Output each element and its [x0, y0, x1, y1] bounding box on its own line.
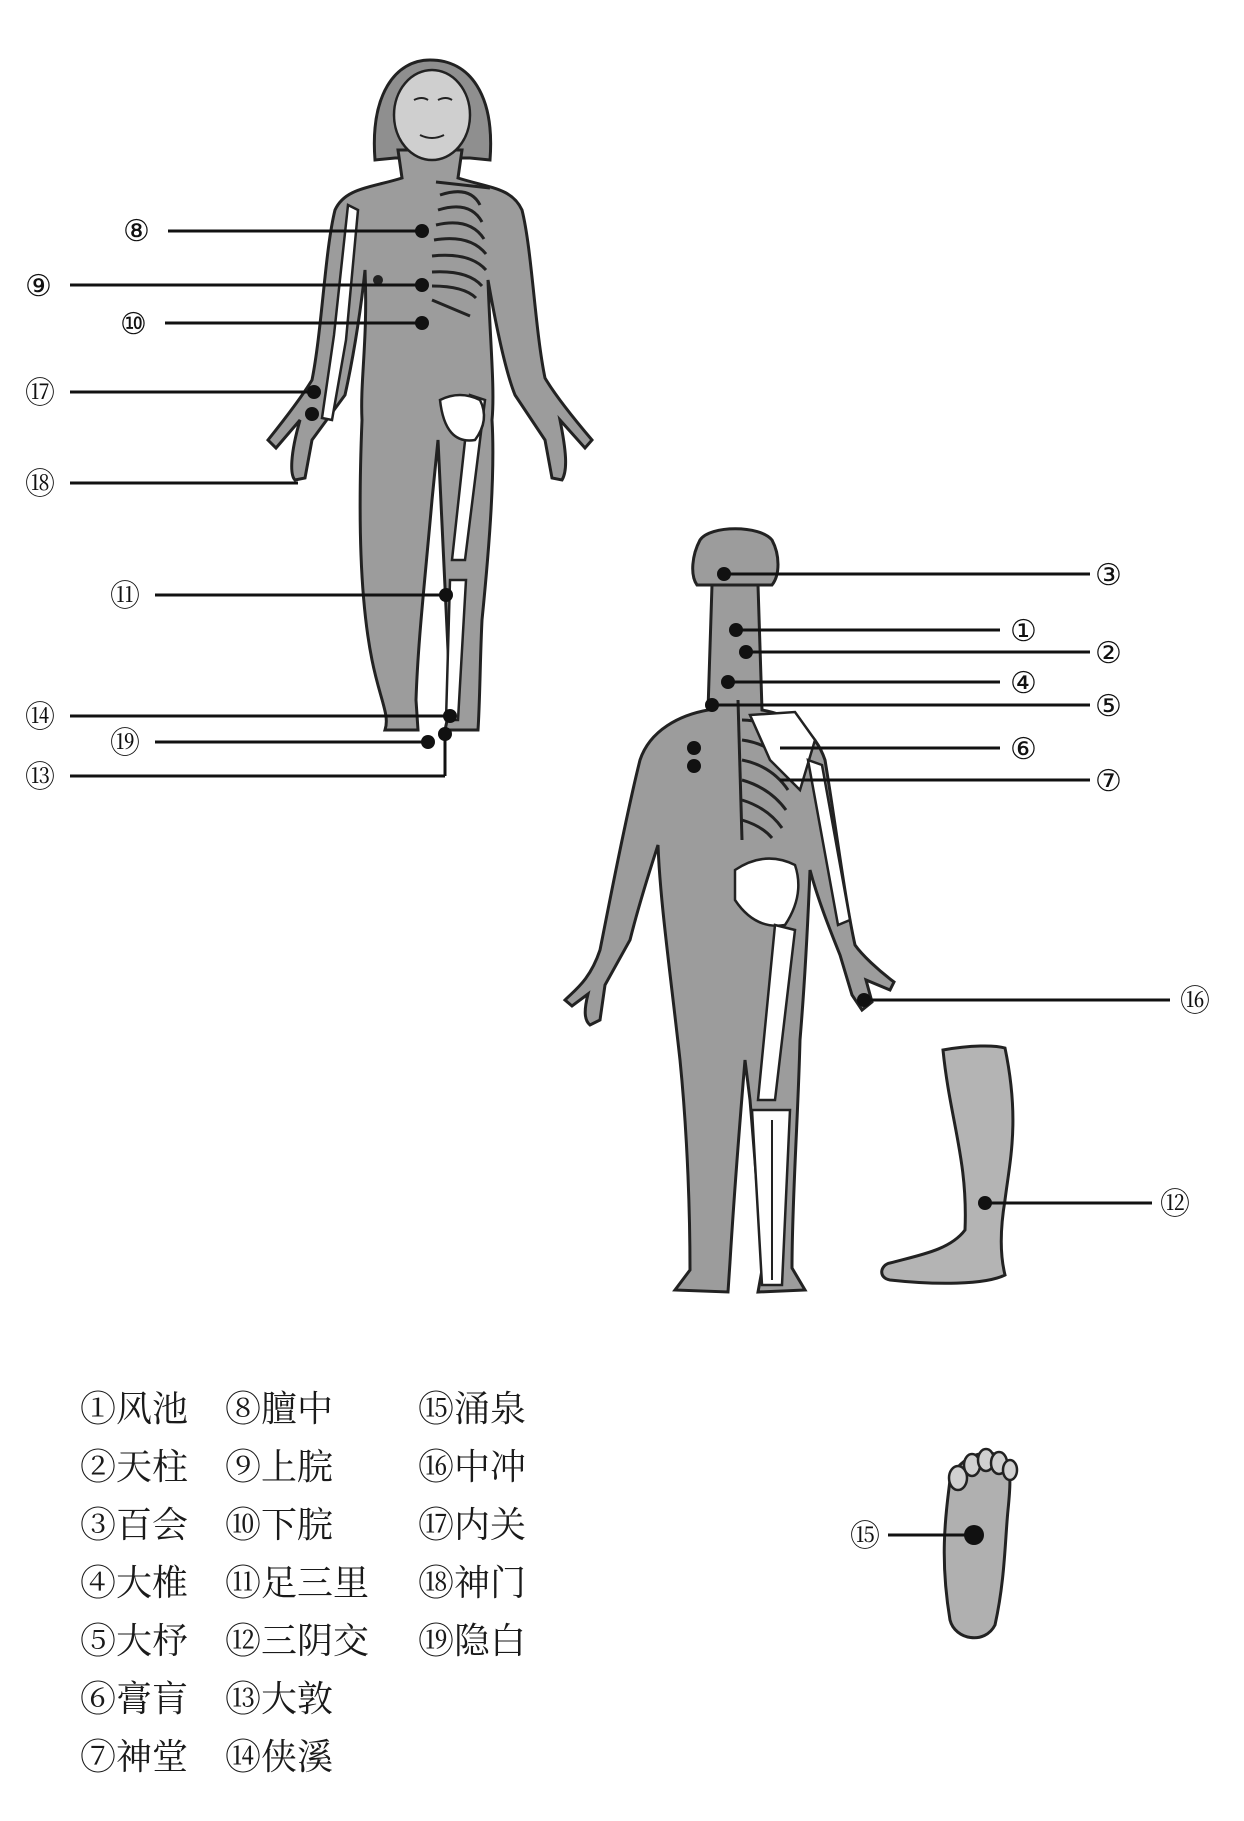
legend-item: ⑮涌泉 [418, 1389, 527, 1430]
marker-9: ⑨ [25, 269, 52, 304]
back-figure [565, 529, 894, 1292]
legend-item: ⑥膏肓 [80, 1679, 189, 1720]
legend-item: ②天柱 [80, 1447, 189, 1488]
marker-15: ⑮ [850, 1519, 880, 1554]
legend-item: ⑰内关 [418, 1505, 527, 1546]
back-head [693, 529, 778, 585]
legend-item: ⑨上脘 [225, 1447, 334, 1488]
legend-item: ③百会 [80, 1505, 189, 1546]
marker-11: ⑪ [110, 579, 140, 614]
legend-item: ⑧膻中 [225, 1389, 334, 1430]
marker-3: ③ [1095, 558, 1122, 593]
marker-8: ⑧ [123, 214, 150, 249]
marker-14: ⑭ [25, 700, 55, 735]
legend-item: ⑬大敦 [225, 1679, 334, 1720]
front-face [394, 70, 470, 160]
front-body [268, 150, 592, 730]
marker-16: ⑯ [1180, 984, 1210, 1019]
marker-18: ⑱ [25, 467, 55, 502]
lower-leg [882, 1046, 1013, 1283]
legend-item: ④大椎 [80, 1563, 189, 1604]
legend-item: ⑫三阴交 [225, 1621, 370, 1662]
legend-item: ①风池 [80, 1389, 189, 1430]
legend-item: ⑦神堂 [80, 1737, 189, 1778]
marker-2: ② [1095, 636, 1122, 671]
legend-item: ⑪足三里 [225, 1563, 370, 1604]
marker-6: ⑥ [1010, 732, 1037, 767]
marker-13: ⑬ [25, 760, 55, 795]
marker-7: ⑦ [1095, 764, 1122, 799]
lower-leg-shape [882, 1046, 1013, 1283]
marker-17: ⑰ [25, 376, 55, 411]
marker-5: ⑤ [1095, 689, 1122, 724]
legend-item: ⑱神门 [418, 1563, 527, 1604]
marker-4: ④ [1010, 666, 1037, 701]
legend-item: ⑤大杼 [80, 1621, 189, 1662]
legend-item: ⑭侠溪 [225, 1737, 334, 1778]
legend-item: ⑯中冲 [418, 1447, 527, 1488]
foot-sole [944, 1449, 1017, 1638]
marker-19: ⑲ [110, 726, 140, 761]
marker-10: ⑩ [120, 307, 147, 342]
legend-item: ⑲隐白 [418, 1621, 527, 1662]
marker-12: ⑫ [1160, 1187, 1190, 1222]
marker-1: ① [1010, 614, 1037, 649]
legend-item: ⑩下脘 [225, 1505, 334, 1546]
back-body [565, 585, 894, 1292]
